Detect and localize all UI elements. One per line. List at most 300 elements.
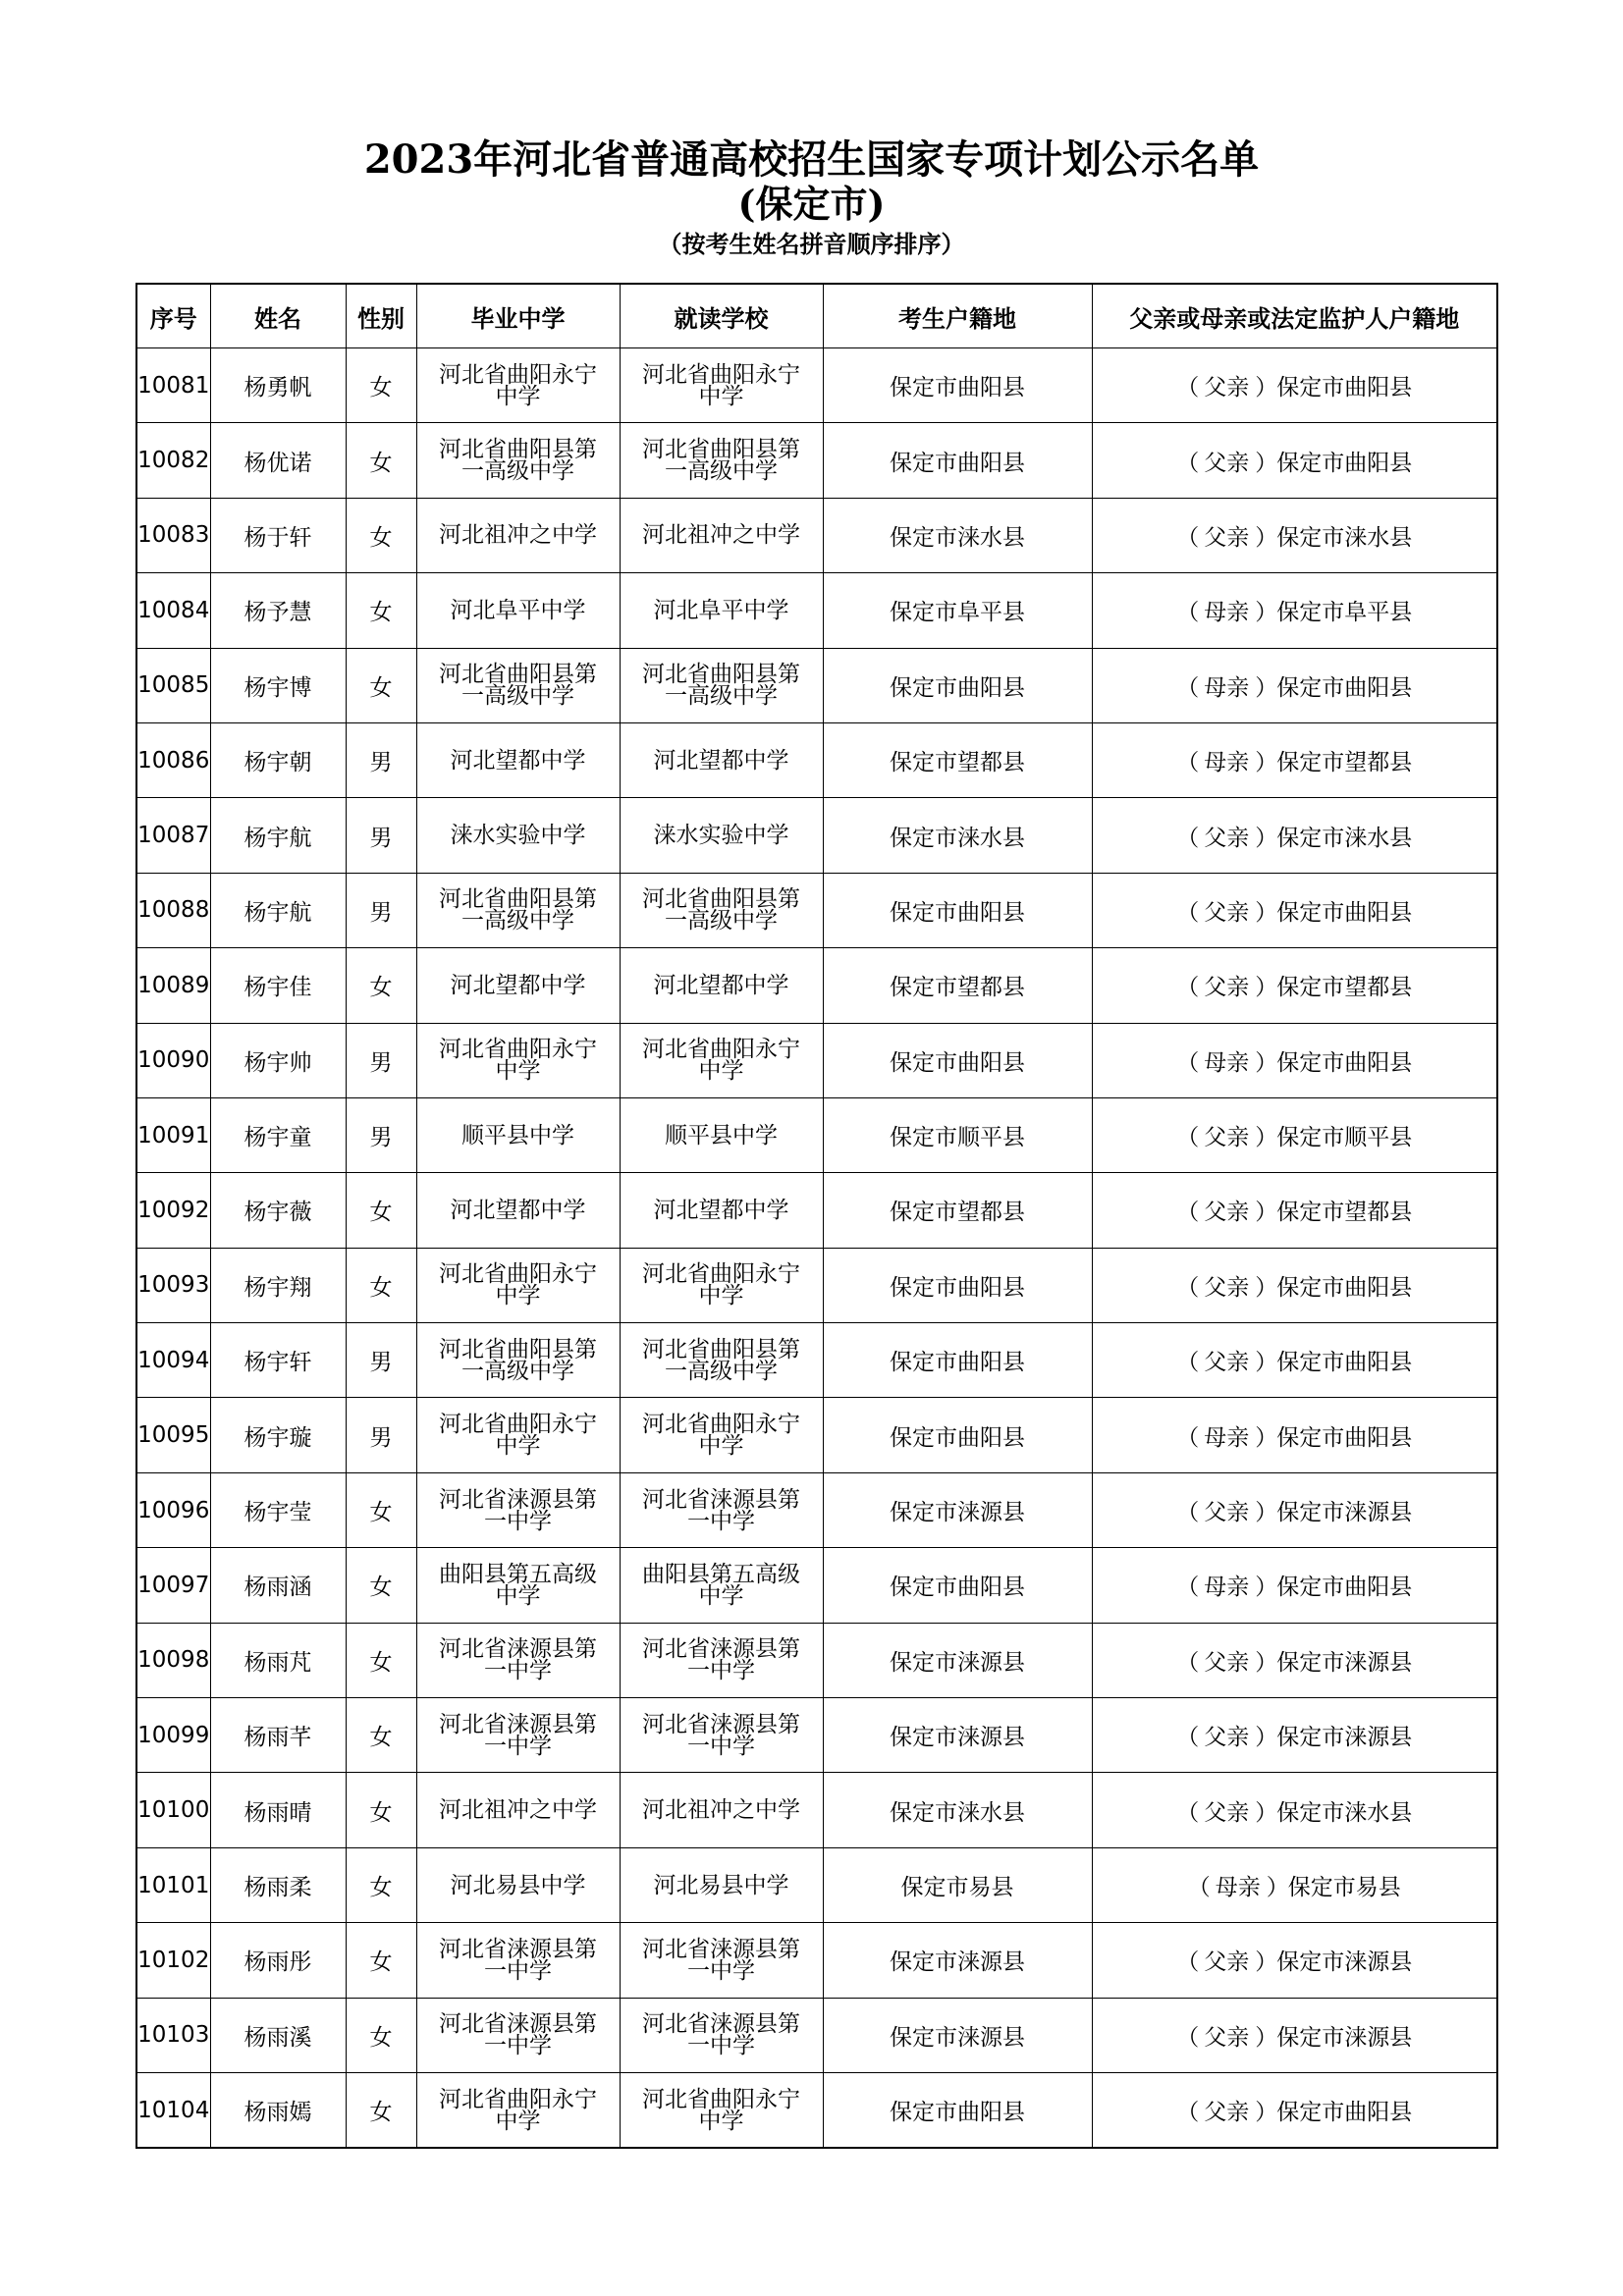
current-school-cell-line-1: 河北省涞源县第	[642, 1636, 800, 1663]
name-cell: 杨雨柔	[210, 1847, 346, 1922]
guardian-relation: 母亲	[1204, 750, 1250, 776]
guardian-domicile-cell	[1092, 1472, 1497, 1547]
current-school-cell-line-1: 河北省曲阳永宁	[642, 2086, 800, 2112]
relation-open-paren: （	[1176, 1350, 1200, 1376]
current-school-cell-line-1: 河北省涞源县第	[642, 1486, 800, 1513]
guardian-domicile-cell	[1092, 498, 1497, 572]
relation-open-paren: （	[1176, 1049, 1200, 1076]
domicile-cell: 保定市涞源县	[823, 1472, 1092, 1547]
graduation-school-cell-line-2: 一高级中学	[461, 908, 574, 934]
seq-cell: 10083	[136, 498, 210, 572]
guardian-domicile-cell	[1092, 722, 1497, 797]
guardian-relation: 母亲	[1204, 600, 1250, 626]
gender-cell: 男	[346, 1023, 416, 1097]
graduation-school-cell-line-2: 一中学	[484, 1957, 552, 1984]
table-row	[136, 1248, 1497, 1322]
relation-close-paren: ）	[1255, 1500, 1278, 1526]
guardian-relation: 母亲	[1204, 1049, 1250, 1076]
relation-open-paren: （	[1176, 1500, 1200, 1526]
current-school-cell-line-1: 河北省曲阳县第	[642, 662, 800, 688]
graduation-school-cell-line-1: 河北祖冲之中学	[439, 522, 597, 549]
name-cell: 杨宇童	[210, 1097, 346, 1172]
relation-close-paren: ）	[1255, 825, 1278, 851]
gender-cell: 男	[346, 798, 416, 873]
current-school-cell	[620, 1623, 823, 1697]
relation-open-paren: （	[1176, 524, 1200, 551]
name-cell: 杨宇翔	[210, 1248, 346, 1322]
seq-cell: 10088	[136, 873, 210, 947]
guardian-domicile-cell	[1092, 1773, 1497, 1847]
current-school-cell	[620, 498, 823, 572]
table-row	[136, 1548, 1497, 1623]
candidate-table	[135, 283, 1498, 2149]
graduation-school-cell-line-2: 一中学	[484, 1658, 552, 1684]
current-school-cell	[620, 1023, 823, 1097]
graduation-school-cell-line-1: 河北省曲阳永宁	[439, 1037, 597, 1063]
current-school-cell	[620, 1998, 823, 2072]
guardian-relation: 父亲	[1204, 524, 1250, 551]
graduation-school-cell	[416, 1923, 620, 1998]
relation-close-paren: ）	[1255, 1424, 1278, 1451]
column-header-current-school: 就读学校	[620, 284, 823, 348]
domicile-cell: 保定市涞源县	[823, 1998, 1092, 2072]
table-row	[136, 1023, 1497, 1097]
graduation-school-cell-line-1: 河北省曲阳永宁	[439, 1261, 597, 1288]
current-school-cell	[620, 722, 823, 797]
current-school-cell-line-2: 一中学	[687, 1658, 755, 1684]
relation-close-paren: ）	[1255, 899, 1278, 926]
guardian-relation: 父亲	[1204, 1725, 1250, 1751]
current-school-cell-line-1: 顺平县中学	[665, 1122, 778, 1148]
domicile-cell: 保定市曲阳县	[823, 648, 1092, 722]
guardian-domicile-cell	[1092, 1698, 1497, 1773]
guardian-relation: 父亲	[1204, 899, 1250, 926]
seq-cell: 10104	[136, 2072, 210, 2148]
guardian-place: 保定市曲阳县	[1276, 1274, 1413, 1301]
gender-cell: 女	[346, 1698, 416, 1773]
seq-cell: 10087	[136, 798, 210, 873]
current-school-cell	[620, 2072, 823, 2148]
domicile-cell: 保定市涞源县	[823, 1623, 1092, 1697]
graduation-school-cell-line-1: 河北省曲阳永宁	[439, 2086, 597, 2112]
guardian-place: 保定市望都县	[1276, 975, 1413, 1001]
current-school-cell-line-2: 中学	[698, 1283, 744, 1309]
guardian-relation: 母亲	[1204, 1424, 1250, 1451]
relation-close-paren: ）	[1255, 1649, 1278, 1676]
graduation-school-cell-line-2: 一高级中学	[461, 458, 574, 485]
graduation-school-cell	[416, 1773, 620, 1847]
relation-close-paren: ）	[1255, 2024, 1278, 2051]
guardian-place: 保定市阜平县	[1276, 600, 1413, 626]
guardian-relation: 父亲	[1204, 1949, 1250, 1976]
graduation-school-cell-line-1: 河北阜平中学	[450, 597, 586, 623]
guardian-domicile-cell	[1092, 873, 1497, 947]
name-cell: 杨于轩	[210, 498, 346, 572]
current-school-cell-line-2: 中学	[698, 1058, 744, 1085]
column-header-guardian-domicile: 父亲或母亲或法定监护人户籍地	[1092, 284, 1497, 348]
table-row	[136, 348, 1497, 423]
table-row	[136, 1097, 1497, 1172]
relation-open-paren: （	[1176, 825, 1200, 851]
gender-cell: 女	[346, 573, 416, 648]
table-row	[136, 1923, 1497, 1998]
guardian-domicile-cell	[1092, 648, 1497, 722]
graduation-school-cell-line-1: 河北省涞源县第	[439, 1636, 597, 1663]
graduation-school-cell	[416, 1248, 620, 1322]
domicile-cell: 保定市曲阳县	[823, 1323, 1092, 1398]
guardian-place: 保定市曲阳县	[1276, 1575, 1413, 1601]
graduation-school-cell	[416, 1323, 620, 1398]
column-header-domicile: 考生户籍地	[823, 284, 1092, 348]
graduation-school-cell	[416, 948, 620, 1023]
guardian-relation: 母亲	[1204, 674, 1250, 701]
current-school-cell	[620, 1923, 823, 1998]
name-cell: 杨宇薇	[210, 1173, 346, 1248]
column-header-graduation-school: 毕业中学	[416, 284, 620, 348]
guardian-domicile-cell	[1092, 1548, 1497, 1623]
guardian-place: 保定市曲阳县	[1276, 674, 1413, 701]
relation-open-paren: （	[1176, 750, 1200, 776]
current-school-cell-line-2: 一中学	[687, 1957, 755, 1984]
current-school-cell-line-1: 河北祖冲之中学	[642, 522, 800, 549]
name-cell: 杨宇璇	[210, 1398, 346, 1472]
relation-close-paren: ）	[1255, 1274, 1278, 1301]
graduation-school-cell-line-1: 曲阳县第五高级	[439, 1561, 597, 1587]
graduation-school-cell-line-1: 河北易县中学	[450, 1872, 586, 1898]
name-cell: 杨宇博	[210, 648, 346, 722]
guardian-place: 保定市望都县	[1276, 1200, 1413, 1226]
gender-cell: 女	[346, 648, 416, 722]
current-school-cell-line-1: 河北省曲阳永宁	[642, 1412, 800, 1438]
column-header-seq: 序号	[136, 284, 210, 348]
current-school-cell	[620, 1097, 823, 1172]
name-cell: 杨宇佳	[210, 948, 346, 1023]
current-school-cell-line-1: 河北省曲阳永宁	[642, 1037, 800, 1063]
gender-cell: 女	[346, 1248, 416, 1322]
table-row	[136, 1173, 1497, 1248]
relation-close-paren: ）	[1255, 1350, 1278, 1376]
name-cell: 杨雨芃	[210, 1623, 346, 1697]
domicile-cell: 保定市望都县	[823, 948, 1092, 1023]
guardian-domicile-cell	[1092, 1173, 1497, 1248]
current-school-cell	[620, 1398, 823, 1472]
name-cell: 杨宇航	[210, 798, 346, 873]
guardian-place: 保定市涞源县	[1276, 1949, 1413, 1976]
relation-open-paren: （	[1176, 899, 1200, 926]
table-row	[136, 1623, 1497, 1697]
guardian-relation: 父亲	[1204, 1274, 1250, 1301]
relation-open-paren: （	[1176, 975, 1200, 1001]
current-school-cell	[620, 1472, 823, 1547]
gender-cell: 女	[346, 1472, 416, 1547]
current-school-cell-line-1: 河北省曲阳永宁	[642, 1261, 800, 1288]
current-school-cell-line-1: 河北易县中学	[653, 1872, 789, 1898]
guardian-place: 保定市涞水县	[1276, 1799, 1413, 1826]
graduation-school-cell	[416, 1623, 620, 1697]
graduation-school-cell-line-1: 河北省涞源县第	[439, 1486, 597, 1513]
name-cell: 杨雨溪	[210, 1998, 346, 2072]
sort-order-note: （按考生姓名拼音顺序排序）	[658, 230, 965, 258]
graduation-school-cell-line-2: 一中学	[484, 1733, 552, 1759]
domicile-cell: 保定市望都县	[823, 722, 1092, 797]
current-school-cell	[620, 1698, 823, 1773]
relation-close-paren: ）	[1255, 375, 1278, 401]
graduation-school-cell-line-2: 中学	[495, 1283, 541, 1309]
graduation-school-cell-line-2: 一中学	[484, 1508, 552, 1534]
relation-open-paren: （	[1176, 1949, 1200, 1976]
relation-close-paren: ）	[1255, 2100, 1278, 2126]
relation-close-paren: ）	[1255, 674, 1278, 701]
gender-cell: 女	[346, 1548, 416, 1623]
graduation-school-cell	[416, 1173, 620, 1248]
current-school-cell-line-1: 河北阜平中学	[653, 597, 789, 623]
name-cell: 杨优诺	[210, 423, 346, 498]
seq-cell: 10094	[136, 1323, 210, 1398]
graduation-school-cell	[416, 1023, 620, 1097]
gender-cell: 女	[346, 1923, 416, 1998]
current-school-cell	[620, 1773, 823, 1847]
gender-cell: 女	[346, 2072, 416, 2148]
current-school-cell	[620, 348, 823, 423]
gender-cell: 女	[346, 948, 416, 1023]
seq-cell: 10100	[136, 1773, 210, 1847]
guardian-place: 保定市曲阳县	[1276, 375, 1413, 401]
domicile-cell: 保定市曲阳县	[823, 873, 1092, 947]
gender-cell: 男	[346, 722, 416, 797]
guardian-place: 保定市涞源县	[1276, 2024, 1413, 2051]
relation-close-paren: ）	[1255, 600, 1278, 626]
gender-cell: 男	[346, 1398, 416, 1472]
current-school-cell-line-2: 一中学	[687, 1508, 755, 1534]
domicile-cell: 保定市望都县	[823, 1173, 1092, 1248]
guardian-place: 保定市涞水县	[1276, 825, 1413, 851]
relation-close-paren: ）	[1255, 1575, 1278, 1601]
guardian-domicile-cell	[1092, 1323, 1497, 1398]
gender-cell: 女	[346, 1998, 416, 2072]
guardian-place: 保定市涞水县	[1276, 524, 1413, 551]
seq-cell: 10086	[136, 722, 210, 797]
domicile-cell: 保定市曲阳县	[823, 1023, 1092, 1097]
gender-cell: 男	[346, 873, 416, 947]
table-body	[136, 348, 1497, 2149]
graduation-school-cell-line-1: 河北省曲阳县第	[439, 1336, 597, 1362]
seq-cell: 10102	[136, 1923, 210, 1998]
graduation-school-cell-line-1: 河北望都中学	[450, 972, 586, 998]
gender-cell: 女	[346, 348, 416, 423]
name-cell: 杨雨芊	[210, 1698, 346, 1773]
current-school-cell	[620, 573, 823, 648]
seq-cell: 10092	[136, 1173, 210, 1248]
gender-cell: 女	[346, 423, 416, 498]
current-school-cell-line-1: 河北省曲阳县第	[642, 1336, 800, 1362]
domicile-cell: 保定市曲阳县	[823, 1398, 1092, 1472]
seq-cell: 10081	[136, 348, 210, 423]
current-school-cell	[620, 798, 823, 873]
graduation-school-cell-line-2: 一高级中学	[461, 1358, 574, 1384]
relation-open-paren: （	[1176, 2024, 1200, 2051]
guardian-place: 保定市曲阳县	[1276, 1350, 1413, 1376]
current-school-cell-line-1: 河北祖冲之中学	[642, 1797, 800, 1824]
table-header-row	[136, 284, 1497, 348]
current-school-cell	[620, 648, 823, 722]
seq-cell: 10089	[136, 948, 210, 1023]
document-title: 2023年河北省普通高校招生国家专项计划公示名单	[363, 136, 1260, 183]
relation-open-paren: （	[1176, 600, 1200, 626]
name-cell: 杨雨嫣	[210, 2072, 346, 2148]
guardian-domicile-cell	[1092, 1923, 1497, 1998]
current-school-cell-line-1: 河北省曲阳县第	[642, 437, 800, 463]
current-school-cell-line-2: 一高级中学	[665, 683, 778, 710]
relation-open-paren: （	[1187, 1875, 1211, 1900]
seq-cell: 10096	[136, 1472, 210, 1547]
relation-open-paren: （	[1176, 1575, 1200, 1601]
table-row	[136, 1323, 1497, 1398]
graduation-school-cell-line-2: 中学	[495, 383, 541, 409]
domicile-cell: 保定市涞水县	[823, 1773, 1092, 1847]
graduation-school-cell	[416, 798, 620, 873]
relation-open-paren: （	[1176, 375, 1200, 401]
current-school-cell-line-1: 河北望都中学	[653, 1197, 789, 1223]
current-school-cell-line-1: 河北省曲阳永宁	[642, 361, 800, 388]
guardian-domicile-cell	[1092, 348, 1497, 423]
table-row	[136, 573, 1497, 648]
seq-cell: 10098	[136, 1623, 210, 1697]
seq-cell: 10084	[136, 573, 210, 648]
graduation-school-cell-line-1: 河北省曲阳县第	[439, 662, 597, 688]
graduation-school-cell	[416, 1847, 620, 1922]
guardian-domicile-cell	[1092, 1398, 1497, 1472]
graduation-school-cell	[416, 1398, 620, 1472]
current-school-cell	[620, 873, 823, 947]
guardian-place: 保定市曲阳县	[1276, 450, 1413, 476]
gender-cell: 女	[346, 498, 416, 572]
current-school-cell-line-1: 河北省涞源县第	[642, 1711, 800, 1737]
guardian-place: 保定市曲阳县	[1276, 899, 1413, 926]
graduation-school-cell	[416, 573, 620, 648]
domicile-cell: 保定市涞源县	[823, 1923, 1092, 1998]
relation-open-paren: （	[1176, 1649, 1200, 1676]
guardian-place: 保定市涞源县	[1276, 1649, 1413, 1676]
seq-cell: 10090	[136, 1023, 210, 1097]
seq-cell: 10091	[136, 1097, 210, 1172]
graduation-school-cell-line-1: 河北望都中学	[450, 747, 586, 774]
graduation-school-cell-line-1: 河北省涞源县第	[439, 2011, 597, 2038]
current-school-cell	[620, 1173, 823, 1248]
table-row	[136, 1998, 1497, 2072]
graduation-school-cell-line-1: 河北省曲阳永宁	[439, 361, 597, 388]
guardian-place: 保定市易县	[1287, 1875, 1401, 1900]
relation-open-paren: （	[1176, 450, 1200, 476]
relation-close-paren: ）	[1255, 1799, 1278, 1826]
graduation-school-cell-line-1: 河北祖冲之中学	[439, 1797, 597, 1824]
table-row	[136, 1698, 1497, 1773]
guardian-domicile-cell	[1092, 798, 1497, 873]
seq-cell: 10103	[136, 1998, 210, 2072]
graduation-school-cell-line-2: 中学	[495, 2108, 541, 2134]
guardian-place: 保定市曲阳县	[1276, 1424, 1413, 1451]
current-school-cell-line-2: 一中学	[687, 1733, 755, 1759]
current-school-cell-line-2: 一高级中学	[665, 1358, 778, 1384]
domicile-cell: 保定市曲阳县	[823, 1248, 1092, 1322]
relation-close-paren: ）	[1255, 1725, 1278, 1751]
guardian-relation: 父亲	[1204, 2100, 1250, 2126]
guardian-relation: 母亲	[1204, 1575, 1250, 1601]
table-row	[136, 1773, 1497, 1847]
gender-cell: 男	[346, 1323, 416, 1398]
current-school-cell-line-2: 中学	[698, 383, 744, 409]
graduation-school-cell	[416, 1998, 620, 2072]
graduation-school-cell	[416, 1548, 620, 1623]
current-school-cell-line-2: 一高级中学	[665, 458, 778, 485]
graduation-school-cell-line-2: 中学	[495, 1582, 541, 1609]
graduation-school-cell-line-1: 涞水实验中学	[450, 823, 586, 849]
domicile-cell: 保定市易县	[823, 1847, 1092, 1922]
guardian-place: 保定市曲阳县	[1276, 1049, 1413, 1076]
graduation-school-cell-line-1: 河北省曲阳县第	[439, 437, 597, 463]
relation-open-paren: （	[1176, 1274, 1200, 1301]
guardian-place: 保定市顺平县	[1276, 1125, 1413, 1151]
name-cell: 杨予慧	[210, 573, 346, 648]
seq-cell: 10085	[136, 648, 210, 722]
graduation-school-cell	[416, 1698, 620, 1773]
table-row	[136, 2072, 1497, 2148]
relation-open-paren: （	[1176, 1125, 1200, 1151]
table-row	[136, 722, 1497, 797]
name-cell: 杨宇帅	[210, 1023, 346, 1097]
guardian-relation: 父亲	[1204, 375, 1250, 401]
gender-cell: 女	[346, 1847, 416, 1922]
graduation-school-cell-line-2: 中学	[495, 1433, 541, 1460]
graduation-school-cell	[416, 1472, 620, 1547]
current-school-cell-line-1: 涞水实验中学	[653, 823, 789, 849]
relation-open-paren: （	[1176, 1799, 1200, 1826]
name-cell: 杨宇莹	[210, 1472, 346, 1547]
name-cell: 杨雨涵	[210, 1548, 346, 1623]
relation-open-paren: （	[1176, 1424, 1200, 1451]
name-cell: 杨雨晴	[210, 1773, 346, 1847]
relation-close-paren: ）	[1255, 750, 1278, 776]
domicile-cell: 保定市阜平县	[823, 573, 1092, 648]
relation-open-paren: （	[1176, 674, 1200, 701]
gender-cell: 男	[346, 1097, 416, 1172]
name-cell: 杨宇朝	[210, 722, 346, 797]
current-school-cell-line-2: 中学	[698, 1433, 744, 1460]
guardian-relation: 父亲	[1204, 1200, 1250, 1226]
seq-cell: 10101	[136, 1847, 210, 1922]
document-subtitle: (保定市)	[737, 182, 886, 226]
current-school-cell	[620, 948, 823, 1023]
current-school-cell-line-1: 曲阳县第五高级	[642, 1561, 800, 1587]
domicile-cell: 保定市曲阳县	[823, 423, 1092, 498]
guardian-relation: 父亲	[1204, 2024, 1250, 2051]
current-school-cell	[620, 1548, 823, 1623]
guardian-place: 保定市涞源县	[1276, 1500, 1413, 1526]
domicile-cell: 保定市曲阳县	[823, 1548, 1092, 1623]
gender-cell: 女	[346, 1623, 416, 1697]
guardian-domicile-cell	[1092, 1097, 1497, 1172]
current-school-cell	[620, 1248, 823, 1322]
current-school-cell-line-2: 一高级中学	[665, 908, 778, 934]
column-header-name: 姓名	[210, 284, 346, 348]
guardian-place: 保定市涞源县	[1276, 1725, 1413, 1751]
table-row	[136, 423, 1497, 498]
graduation-school-cell	[416, 498, 620, 572]
guardian-relation: 父亲	[1204, 975, 1250, 1001]
relation-open-paren: （	[1176, 1725, 1200, 1751]
domicile-cell: 保定市顺平县	[823, 1097, 1092, 1172]
table-row	[136, 648, 1497, 722]
guardian-place: 保定市望都县	[1276, 750, 1413, 776]
